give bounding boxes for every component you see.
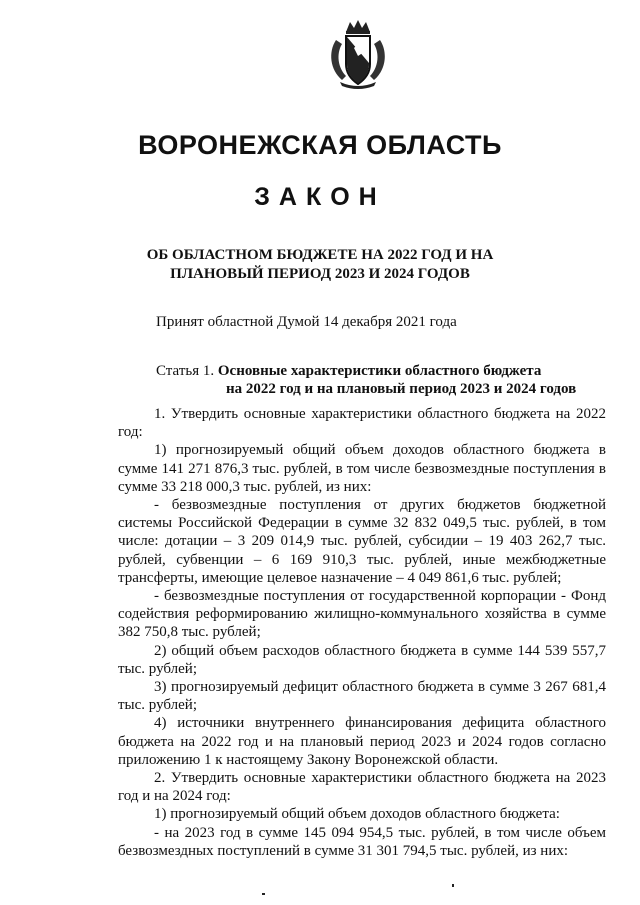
article-prefix: Статья 1. [156,363,215,379]
document-type: ЗАКОН [254,183,386,211]
article-body [118,405,606,860]
paragraph: 2. Утвердить основные характеристики областного бюджета на 2023 год и на 2024 год: [118,770,606,805]
scan-speck [452,884,454,887]
region-name: ВОРОНЕЖСКАЯ ОБЛАСТЬ [138,130,502,160]
article-heading-line-2: на 2022 год и на плановый период 2023 и 2024 годов [226,381,577,397]
paragraph: - безвозмездные поступления от государственной корпорации - Фонд содействия реформированию жилищно-коммунального хозяйства в сумме 382 750,8 тыс. рублей; [118,588,606,641]
paragraph: 4) источники внутреннего финансирования дефицита областного бюджета на 2022 год и на плановый период 2023 и 2024 годов согласно приложению 1 к настоящему Закону Воронежской области. [118,715,606,768]
law-title-line-2: ПЛАНОВЫЙ ПЕРИОД 2023 И 2024 ГОДОВ [170,266,470,282]
coat-of-arms-emblem [326,18,390,90]
adoption-note: Принят областной Думой 14 декабря 2021 года [156,314,457,330]
paragraph: 2) общий объем расходов областного бюджета в сумме 144 539 557,7 тыс. рублей; [118,642,606,677]
paragraph: - на 2023 год в сумме 145 094 954,5 тыс. рублей, в том числе объем безвозмездных поступлений в сумме 31 301 794,5 тыс. рублей, из них: [118,824,606,859]
paragraph: 3) прогнозируемый дефицит областного бюджета в сумме 3 267 681,4 тыс. рублей; [118,679,606,714]
law-title-line-1: ОБ ОБЛАСТНОМ БЮДЖЕТЕ НА 2022 ГОД И НА [146,247,494,263]
paragraph: 1. Утвердить основные характеристики областного бюджета на 2022 год: [118,406,606,441]
paragraph: - безвозмездные поступления от других бюджетов бюджетной системы Российской Федерации в сумме 32 832 049,5 тыс. рублей, в том числе: дотации – 3 209 014,9 тыс. рублей, субсидии – 19 403 262,7 тыс. рублей, субвенции – 6 169 910,3 тыс. рублей, иные межбюджетные трансферты, имеющие целевое назначение – 4 049 861,6 тыс. рублей; [118,497,606,586]
paragraph: 1) прогнозируемый общий объем доходов областного бюджета в сумме 141 271 876,3 тыс. рублей, в том числе безвозмездные поступления в сумме 33 218 000,3 тыс. рублей, из них: [118,442,606,495]
paragraph: 1) прогнозируемый общий объем доходов областного бюджета: [154,806,560,823]
article-heading-line-1: Основные характеристики областного бюджета [217,363,542,379]
law-title [0,246,640,284]
scan-speck [262,893,265,895]
article-heading [156,362,576,398]
